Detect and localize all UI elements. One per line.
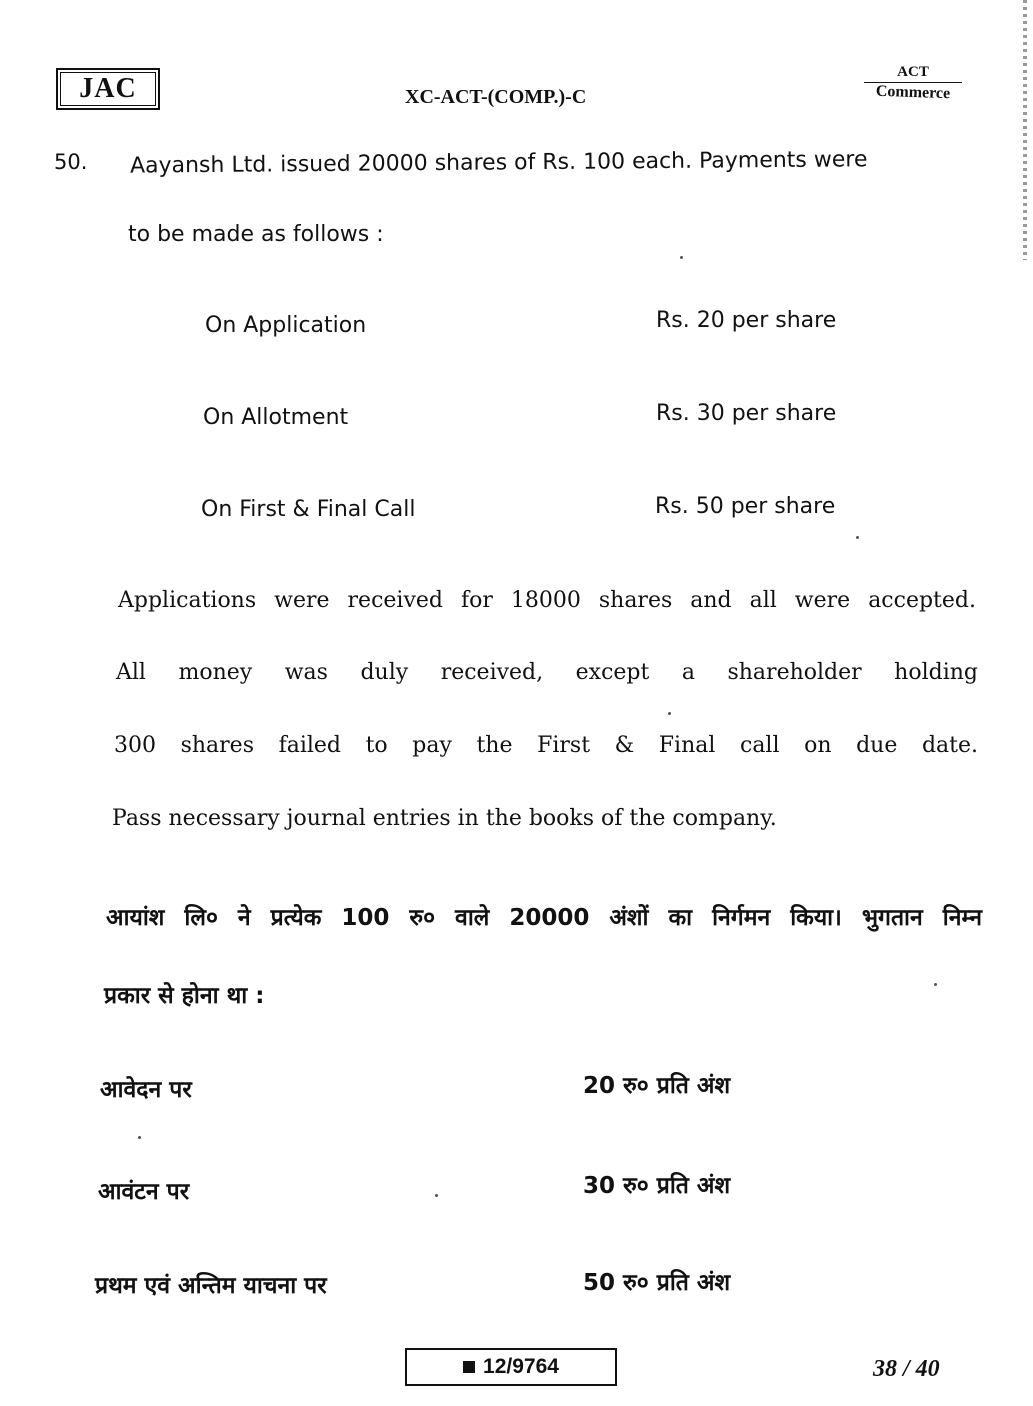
- schedule-label-allotment: On Allotment: [203, 405, 349, 430]
- english-intro-line-1: Aayansh Ltd. issued 20000 shares of Rs. 100 each. Payments were: [129, 147, 868, 179]
- english-intro-line-2: to be made as follows :: [128, 222, 384, 247]
- scan-edge-marks: [1023, 0, 1027, 260]
- page-number: 38 / 40: [873, 1356, 940, 1382]
- hindi-intro-line-2: प्रकार से होना था :: [104, 983, 265, 1009]
- square-bullet-icon: [463, 1361, 475, 1373]
- hindi-intro-line-1: आयांश लि० ने प्रत्येक 100 रु० वाले 20000 अंशों का निर्गमन किया। भुगतान निम्न: [106, 905, 982, 931]
- board-logo-box: [56, 68, 160, 110]
- scan-speck: [680, 256, 683, 259]
- hindi-schedule-label-application: आवेदन पर: [100, 1077, 192, 1103]
- board-name: JAC: [79, 73, 137, 104]
- question-number: 50.: [54, 150, 88, 174]
- booklet-code: 12/9764: [483, 1355, 559, 1378]
- body-line-4: Pass necessary journal entries in the books of the company.: [112, 806, 777, 831]
- booklet-code-box: [405, 1348, 617, 1386]
- schedule-amount-allotment: Rs. 30 per share: [656, 401, 837, 426]
- paper-code: XC-ACT-(COMP.)-C: [405, 86, 587, 108]
- hindi-schedule-label-allotment: आवंटन पर: [98, 1179, 190, 1205]
- schedule-label-final-call: On First & Final Call: [201, 497, 416, 522]
- body-line-1: Applications were received for 18000 shares and all were accepted.: [118, 588, 976, 613]
- hindi-schedule-amount-application: 20 रु० प्रति अंश: [583, 1073, 731, 1099]
- scan-speck: [435, 1194, 438, 1197]
- subject-code: ACT: [897, 64, 929, 80]
- scan-speck: [668, 712, 671, 715]
- schedule-label-application: On Application: [205, 313, 367, 338]
- scan-speck: [138, 1136, 141, 1139]
- scan-speck: [856, 536, 859, 539]
- schedule-amount-application: Rs. 20 per share: [656, 308, 837, 333]
- body-line-3: 300 shares failed to pay the First & Final call on due date.: [114, 733, 978, 758]
- body-line-2: All money was duly received, except a shareholder holding: [116, 660, 978, 685]
- hindi-schedule-amount-final-call: 50 रु० प्रति अंश: [583, 1270, 731, 1296]
- subject-label: [858, 64, 968, 102]
- schedule-amount-final-call: Rs. 50 per share: [655, 494, 836, 519]
- hindi-schedule-label-final-call: प्रथम एवं अन्तिम याचना पर: [95, 1273, 327, 1299]
- hindi-schedule-amount-allotment: 30 रु० प्रति अंश: [583, 1173, 731, 1199]
- scan-speck: [934, 983, 937, 986]
- subject-stream: Commerce: [875, 82, 951, 103]
